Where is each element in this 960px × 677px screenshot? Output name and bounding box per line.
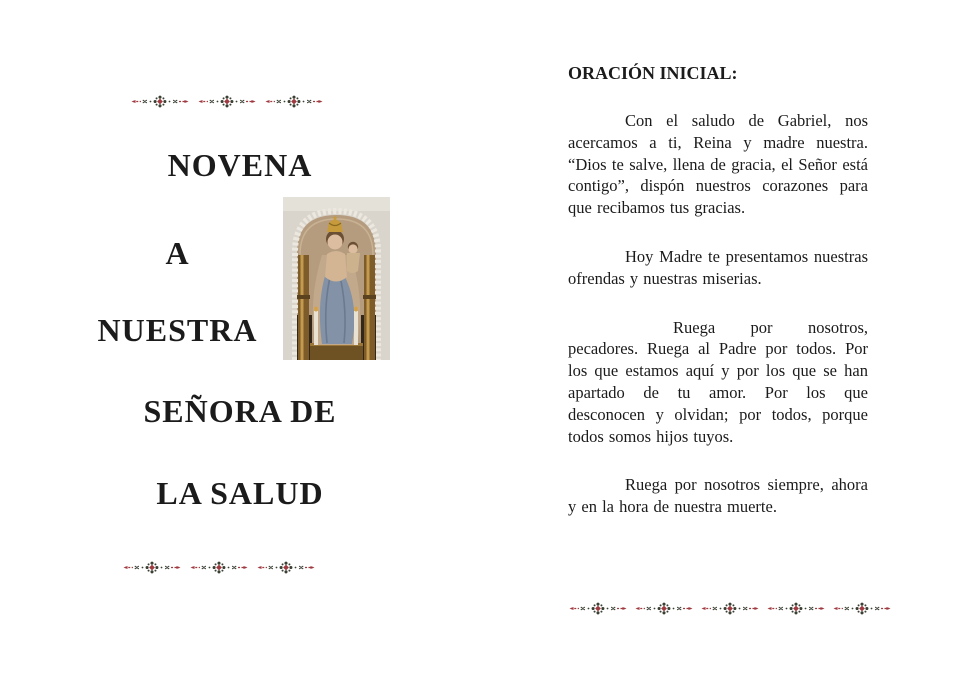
fleuron-icon	[635, 601, 693, 616]
fleuron-icon	[198, 94, 256, 109]
prayer-paragraph-1: Con el saludo de Gabriel, nos acercamos a ti, Reina y madre nuestra. “Dios te salve, llena de gracia, el Señor está contigo”, dispón nuestros corazones para que recibamos tus gracias.	[568, 111, 868, 218]
fleuron-icon	[123, 560, 181, 575]
prayer-paragraph-3: Ruega por nosotros, pecadores. Ruega al Padre por todos. Por los que estamos aquí y por los que se han apartado de tu amor. Por los que desconocen y olvidan; por todos, porque todos somos hijos tuyos.	[568, 317, 868, 446]
prayer-text-column	[568, 62, 868, 518]
fleuron-icon	[569, 601, 627, 616]
fleuron-icon	[767, 601, 825, 616]
fleuron-icon	[701, 601, 759, 616]
title-line-senora-de: SEÑORA DE	[143, 393, 337, 429]
fleuron-icon	[833, 601, 891, 616]
title-line-la-salud: LA SALUD	[156, 475, 324, 511]
title-line-nuestra: NUESTRA	[97, 312, 258, 348]
prayer-paragraph-4: Ruega por nosotros siempre, ahora y en la hora de nuestra muerte.	[568, 475, 868, 517]
ornament-divider-bottom	[123, 560, 315, 575]
ornament-divider-top	[131, 94, 323, 109]
ornament-divider-right-page	[569, 601, 891, 616]
fleuron-icon	[257, 560, 315, 575]
section-heading: ORACIÓN INICIAL:	[568, 63, 738, 83]
title-line-a: A	[165, 235, 190, 271]
fleuron-icon	[265, 94, 323, 109]
madonna-statue-illustration	[283, 197, 390, 360]
prayer-paragraph-2: Hoy Madre te presentamos nuestras ofrendas y nuestras miserias.	[568, 246, 868, 288]
title-line-novena: NOVENA	[167, 147, 313, 183]
fleuron-icon	[190, 560, 248, 575]
fleuron-icon	[131, 94, 189, 109]
madonna-statue-image	[283, 197, 390, 360]
